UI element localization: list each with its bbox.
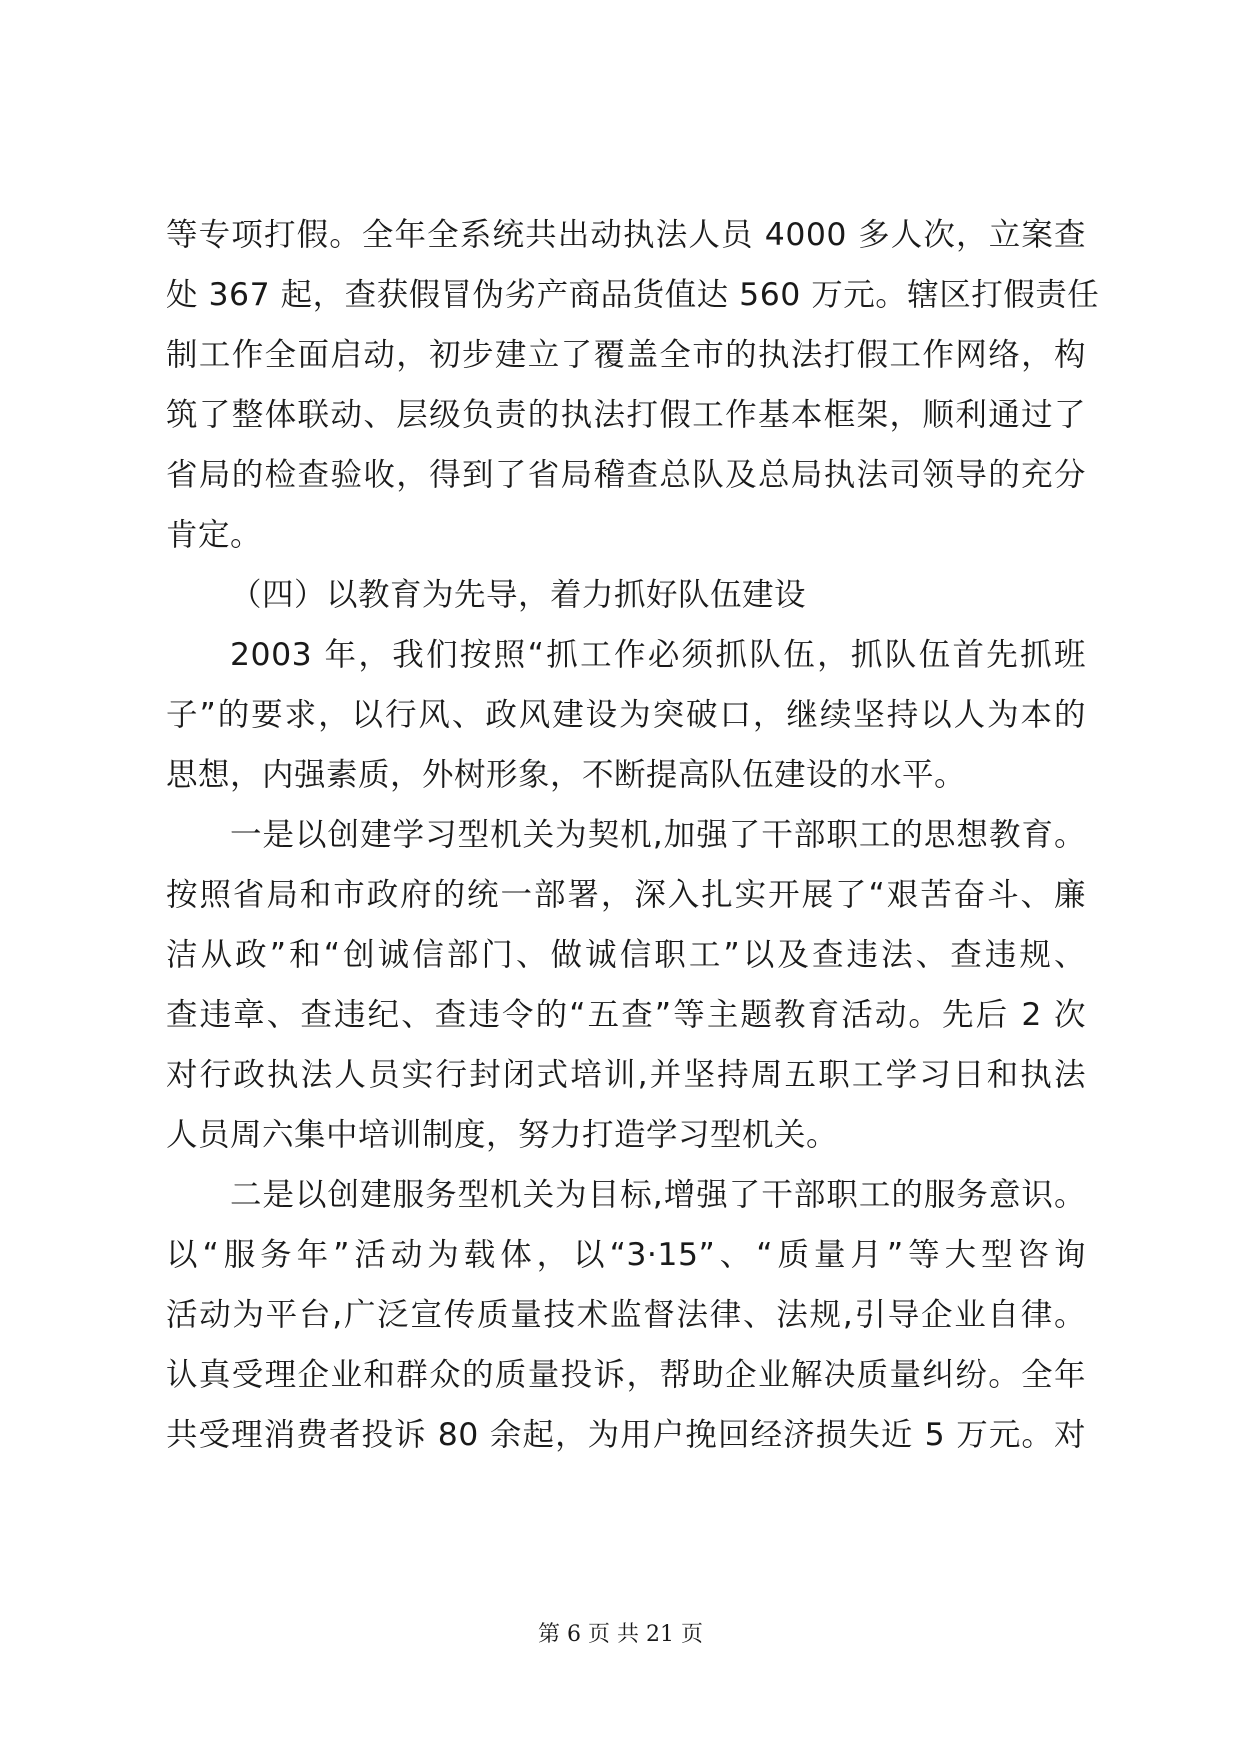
body-text-line: 活动为平台,广泛宣传质量技术监督法律、法规,引导企业自律。: [166, 1297, 1086, 1333]
page-number-footer: 第 6 页 共 21 页: [538, 1622, 703, 1647]
body-text-line: 以“服务年”活动为载体，以“3·15”、“质量月”等大型咨询: [166, 1237, 1086, 1273]
body-text-line: 处 367 起，查获假冒伪劣产商品货值达 560 万元。辖区打假责任: [166, 277, 1100, 313]
body-text-line: 肯定。: [166, 517, 263, 553]
body-text-line: 认真受理企业和群众的质量投诉，帮助企业解决质量纠纷。全年: [166, 1357, 1086, 1393]
body-text-line: 洁从政”和“创诚信部门、做诚信职工”以及查违法、查违规、: [166, 937, 1086, 973]
body-text-line: 子”的要求，以行风、政风建设为突破口，继续坚持以人为本的: [166, 697, 1086, 733]
section-heading: （四）以教育为先导，着力抓好队伍建设: [230, 577, 807, 613]
body-text-line: 省局的检查验收，得到了省局稽查总队及总局执法司领导的充分: [166, 457, 1086, 493]
body-text-line: 一是以创建学习型机关为契机,加强了干部职工的思想教育。: [230, 817, 1086, 853]
body-text-line: 人员周六集中培训制度，努力打造学习型机关。: [166, 1117, 839, 1153]
body-text-line: 筑了整体联动、层级负责的执法打假工作基本框架，顺利通过了: [166, 397, 1086, 433]
body-text-line: 按照省局和市政府的统一部署，深入扎实开展了“艰苦奋斗、廉: [166, 877, 1086, 913]
body-text-line: 制工作全面启动，初步建立了覆盖全市的执法打假工作网络，构: [166, 337, 1086, 373]
body-text-line: 对行政执法人员实行封闭式培训,并坚持周五职工学习日和执法: [166, 1057, 1086, 1093]
body-text-line: 2003 年，我们按照“抓工作必须抓队伍，抓队伍首先抓班: [230, 637, 1086, 673]
body-text-line: 等专项打假。全年全系统共出动执法人员 4000 多人次，立案查: [166, 217, 1086, 253]
body-text-line: 二是以创建服务型机关为目标,增强了干部职工的服务意识。: [230, 1177, 1086, 1213]
body-text-line: 思想，内强素质，外树形象，不断提高队伍建设的水平。: [166, 757, 967, 793]
body-text-line: 查违章、查违纪、查违令的“五查”等主题教育活动。先后 2 次: [166, 997, 1086, 1033]
body-text-line: 共受理消费者投诉 80 余起，为用户挽回经济损失近 5 万元。对: [166, 1417, 1086, 1453]
